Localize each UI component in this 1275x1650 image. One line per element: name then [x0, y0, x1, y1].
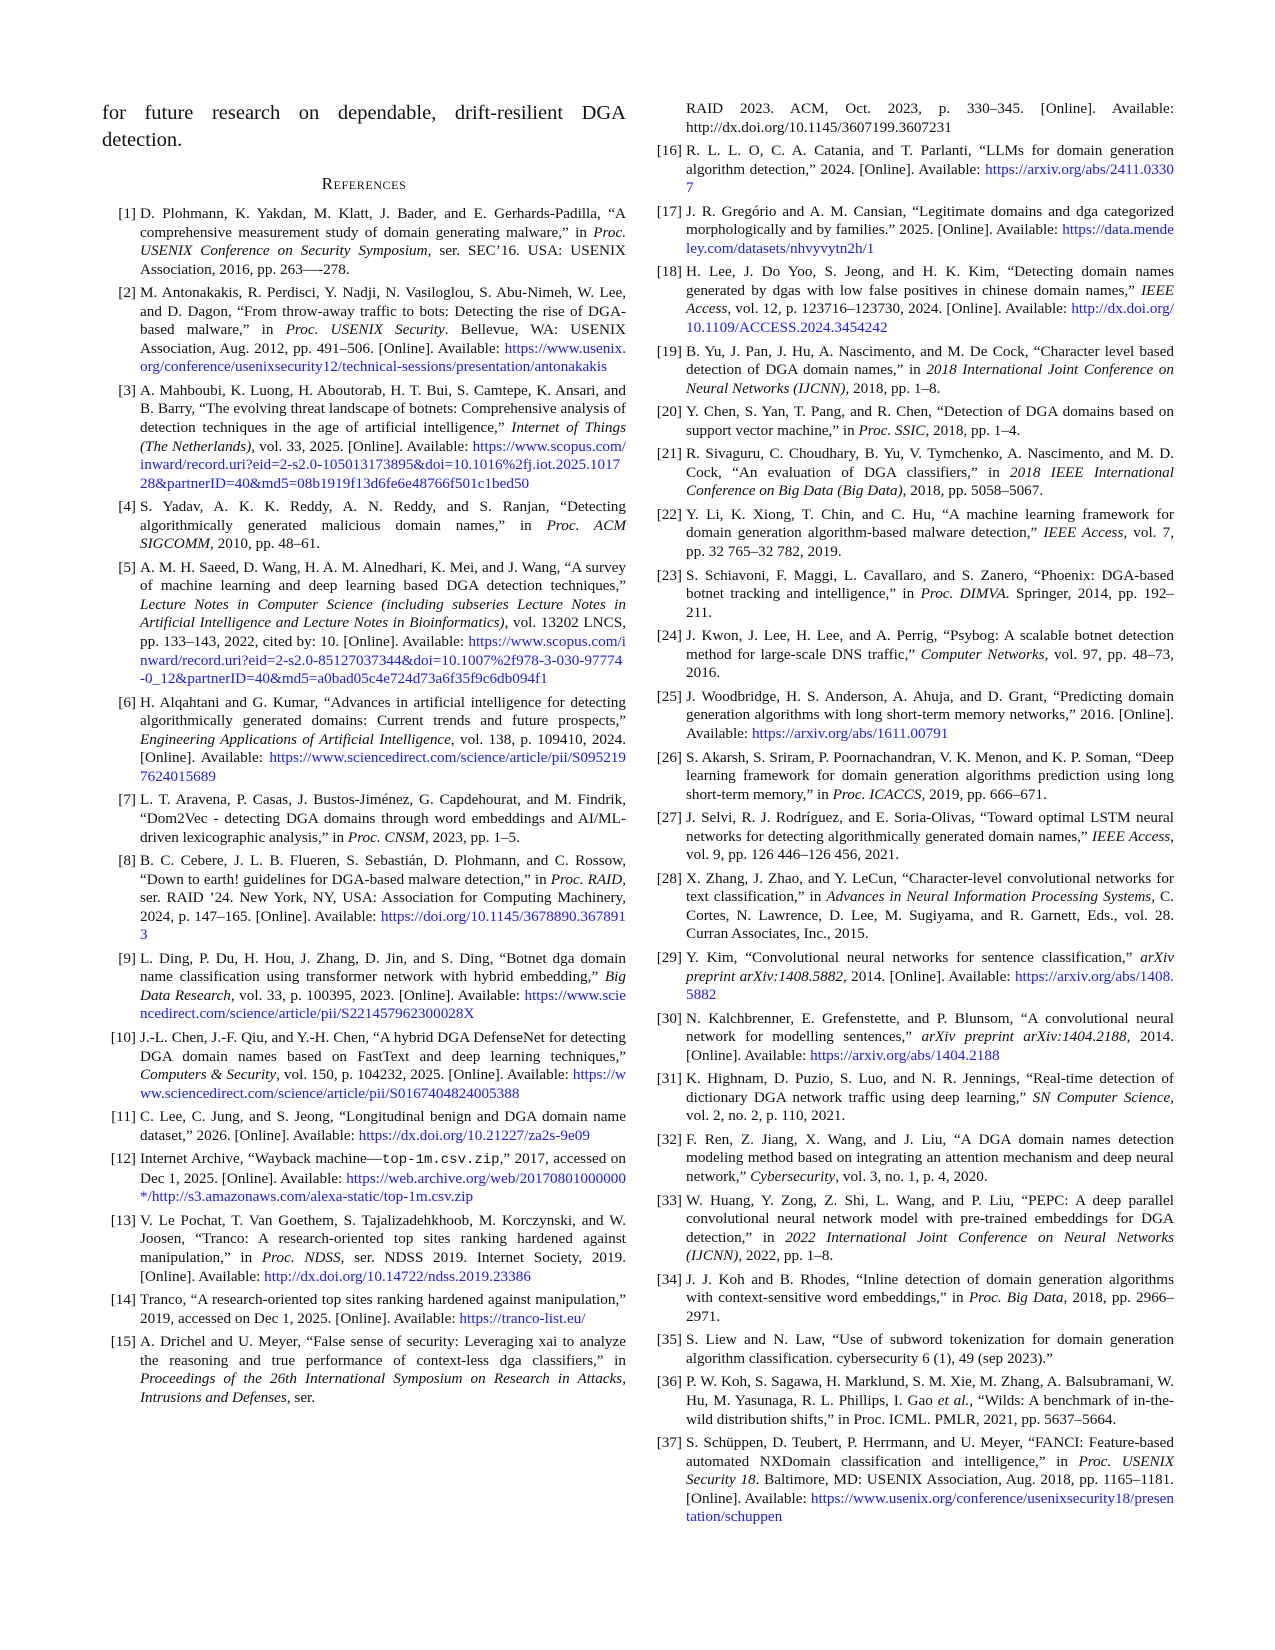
reference-entry [648, 343, 1174, 399]
reference-text [686, 688, 1174, 744]
reference-link[interactable]: https://arxiv.org/abs/1408.5882 [686, 967, 1174, 1004]
reference-text [686, 1434, 1174, 1527]
reference-text [140, 694, 626, 787]
reference-text [140, 1029, 626, 1103]
reference-entry [648, 1271, 1174, 1327]
reference-venue: Proc. USENIX Security [285, 321, 445, 339]
reference-authors-title: J. J. Koh and B. Rhodes, “Inline detection of domain generation algorithms with context-sensitive word embeddings,” in [686, 1270, 1174, 1307]
reference-entry [648, 870, 1174, 944]
reference-number: [30] [656, 1009, 682, 1027]
reference-text [140, 498, 626, 554]
reference-details: , vol. 9, pp. 126 446–126 456, 2021. [686, 827, 1174, 864]
reference-text [686, 1192, 1174, 1266]
reference-continuation [648, 100, 1174, 137]
reference-text [686, 1331, 1174, 1368]
reference-details: , “Wilds: A benchmark of in-the-wild distribution shifts,” in Proc. ICML. PMLR, 2021, pp. 5637–5664. [686, 1392, 1174, 1428]
reference-text [686, 1271, 1174, 1327]
reference-details: , vol. 3, no. 1, p. 4, 2020. [835, 1167, 988, 1185]
reference-authors-title: C. Lee, C. Jung, and S. Jeong, “Longitudinal benign and DGA domain name dataset,” 2026. [Online]. Available: [140, 1108, 626, 1144]
reference-authors-title: R. Sivaguru, C. Choudhary, B. Yu, V. Tymchenko, A. Nascimento, and M. D. Cock, “An evaluation of DGA classifiers,” in [686, 445, 1174, 481]
reference-entry [648, 1131, 1174, 1187]
reference-details: , vol. 12, p. 123716–123730, 2024. [Online]. Available: [727, 300, 1072, 318]
reference-link[interactable]: https://www.scopus.com/inward/record.uri?eid=2-s2.0-105013173895&doi=10.1016%2fj.iot.2025.101728&partnerID=40&md5=08b1919f13d6fe6e48766f501c1bed50 [140, 437, 626, 492]
reference-authors-title: H. Alqahtani and G. Kumar, “Advances in artificial intelligence for detecting algorithmically generated domains: Current trends and future prospects,” [140, 693, 626, 730]
reference-entry [648, 627, 1174, 683]
reference-text [686, 870, 1174, 944]
reference-authors-title: X. Zhang, J. Zhao, and Y. LeCun, “Character-level convolutional networks for text classification,” in [686, 869, 1174, 906]
reference-venue: Proc. NDSS [261, 1248, 341, 1266]
reference-venue: Proc. Big Data [968, 1289, 1064, 1307]
reference-number: [8] [118, 852, 136, 870]
reference-authors-title: H. Lee, J. Do Yoo, S. Jeong, and H. K. Kim, “Detecting domain names generated by dgas with low false positives in chinese domain names,” [686, 263, 1174, 299]
reference-number: [20] [656, 403, 682, 421]
reference-text [140, 1333, 626, 1407]
reference-venue: Proceedings of the 26th International Symposium on Research in Attacks, Intrusions and Defenses [140, 1370, 626, 1406]
reference-link[interactable]: https://www.usenix.org/conference/usenixsecurity12/technical-sessions/presentation/antonakakis [140, 339, 626, 376]
reference-text [686, 1131, 1174, 1187]
reference-entry [102, 1108, 626, 1145]
reference-authors-title: Internet Archive, “Wayback machine— [140, 1150, 382, 1168]
reference-authors-title: S. Schiavoni, F. Maggi, L. Cavallaro, and S. Zanero, “Phoenix: DGA-based botnet tracking and intelligence,” in [686, 566, 1174, 603]
reference-text [686, 100, 1174, 136]
reference-venue: Proc. USENIX Security 18 [686, 1452, 1175, 1489]
reference-venue: Proc. ICACCS [832, 785, 922, 803]
intro-tail-paragraph: for future research on dependable, drift-resilient DGA detection. [102, 102, 626, 151]
reference-authors-title: J. R. Gregório and A. M. Cansian, “Legitimate domains and dga categorized morphologically and by families.” 2025. [Online]. Available: [686, 202, 1174, 239]
reference-text [686, 343, 1174, 399]
reference-details: , 2018, pp. 1–4. [925, 421, 1021, 439]
reference-number: [35] [656, 1331, 682, 1349]
reference-number: [37] [656, 1434, 682, 1452]
reference-entry [648, 949, 1174, 1005]
reference-entry [102, 1333, 626, 1407]
reference-entry [648, 142, 1174, 198]
reference-authors-title: RAID 2023. ACM, Oct. 2023, p. 330–345. [Online]. Available: [686, 100, 1174, 117]
reference-number: [32] [656, 1130, 682, 1148]
reference-authors-title: J. Selvi, R. J. Rodríguez, and E. Soria-Olivas, “Toward optimal LSTM neural networks for detecting algorithmically generated domain names,” [686, 809, 1174, 845]
reference-entry [648, 445, 1174, 501]
reference-authors-title: S. Liew and N. Law, “Use of subword tokenization for domain generation algorithm classification. cybersecurity 6 (1), 49 (sep 2023).” [686, 1331, 1174, 1367]
reference-authors-title: Y. Kim, “Convolutional neural networks for sentence classification,” [686, 948, 1141, 966]
reference-text [686, 403, 1174, 440]
reference-authors-title: A. Mahboubi, K. Luong, H. Aboutorab, H. T. Bui, S. Camtepe, K. Ansari, and B. Barry, “The evolving threat landscape of botnets: Comprehensive analysis of detection techniques in the age of artificial intelligence,” [140, 381, 626, 437]
reference-number: [19] [656, 342, 682, 360]
reference-number: [4] [118, 498, 136, 516]
reference-number: [25] [656, 687, 682, 705]
reference-authors-title: S. Akarsh, S. Sriram, P. Poornachandran, V. K. Menon, and K. P. Soman, “Deep learning framework for domain generation algorithms prediction using long short-term memory,” in [686, 748, 1174, 803]
reference-text [140, 852, 626, 945]
reference-link[interactable]: https://dx.doi.org/10.21227/za2s-9e09 [358, 1126, 590, 1144]
reference-number: [18] [656, 263, 682, 281]
reference-authors-title: Y. Li, K. Xiong, T. Chin, and C. Hu, “A machine learning framework for domain generation algorithm-based malware detection,” [686, 505, 1174, 542]
reference-entry [648, 203, 1174, 259]
reference-details: . Baltimore, MD: USENIX Association, Aug. 2018, pp. 1165–1181. [Online]. Available: [686, 1471, 1174, 1507]
reference-link[interactable]: https://doi.org/10.1145/3678890.3678913 [140, 907, 626, 944]
reference-entry [648, 1331, 1174, 1368]
reference-link[interactable]: https://arxiv.org/abs/1404.2188 [810, 1046, 1000, 1064]
reference-link[interactable]: https://web.archive.org/web/20170801000000*/http://s3.amazonaws.com/alexa-static/top-1m.csv.zip [140, 1169, 626, 1206]
reference-authors-title: Tranco, “A research-oriented top sites ranking hardened against manipulation,” 2019, accessed on Dec 1, 2025. [Online]. Available: [140, 1291, 626, 1327]
reference-venue: IEEE Access [686, 281, 1174, 318]
reference-number: [31] [656, 1070, 682, 1088]
reference-authors-title: A. M. H. Saeed, D. Wang, H. A. M. Alnedhari, K. Mei, and J. Wang, “A survey of machine learning and deep learning based DGA detection techniques,” [140, 558, 626, 595]
reference-entry [648, 749, 1174, 805]
reference-authors-title: F. Ren, Z. Jiang, X. Wang, and J. Liu, “A DGA domain names detection modeling method based on integrating an attention mechanism and deep neural network,” [686, 1130, 1174, 1185]
reference-venue: Proc. ACM SIGCOMM [140, 516, 626, 553]
reference-number: [9] [118, 949, 136, 967]
reference-venue: Cybersecurity [750, 1167, 836, 1185]
reference-authors-title: B. C. Cebere, J. L. B. Flueren, S. Sebastián, D. Plohmann, and C. Rossow, “Down to earth! guidelines for DGA-based malware detection,” in [140, 852, 626, 888]
reference-number: [36] [656, 1373, 682, 1391]
reference-entry [102, 852, 626, 945]
reference-authors-title: P. W. Koh, S. Sagawa, H. Marklund, S. M. Xie, M. Zhang, A. Balsubramani, W. Hu, M. Yasunaga, R. L. Phillips, I. Gao [686, 1373, 1174, 1409]
reference-details: , 2010, pp. 48–61. [210, 535, 321, 553]
reference-entry [648, 567, 1174, 623]
reference-entry [102, 1212, 626, 1286]
reference-text [140, 559, 626, 689]
reference-authors-title: J. Woodbridge, H. S. Anderson, A. Ahuja, and D. Grant, “Predicting domain generation algorithms with long short-term memory networks,” 2016. [Online]. Available: [686, 687, 1174, 742]
reference-text [140, 950, 626, 1024]
reference-entry [648, 688, 1174, 744]
reference-details: , 2018, pp. 1–8. [845, 379, 941, 397]
reference-venue: arXiv preprint arXiv:1404.2188 [921, 1028, 1127, 1046]
reference-link[interactable]: https://data.mendeley.com/datasets/nhvyvytn2h/1 [686, 221, 1174, 257]
reference-number: [10] [110, 1028, 136, 1046]
reference-authors-title: Y. Chen, S. Yan, T. Pang, and R. Chen, “Detection of DGA domains based on support vector machine,” in [686, 403, 1174, 439]
reference-entry [102, 694, 626, 787]
reference-text [686, 1070, 1174, 1126]
reference-details: , vol. 97, pp. 48–73, 2016. [686, 645, 1174, 682]
reference-authors-title: M. Antonakakis, R. Perdisci, Y. Nadji, N. Vasiloglou, S. Abu-Nimeh, W. Lee, and D. Dagon, “From throw-away traffic to bots: Detecting the rise of DGA-based malware,” in [140, 284, 626, 339]
reference-text [140, 382, 626, 493]
reference-number: [13] [110, 1211, 136, 1229]
reference-authors-title: R. L. L. O, C. A. Catania, and T. Parlanti, “LLMs for domain generation algorithm detection,” 2024. [Online]. Available: [686, 142, 1174, 178]
reference-venue: 2018 International Joint Conference on Neural Networks (IJCNN) [686, 361, 1174, 397]
reference-text [686, 627, 1174, 683]
reference-venue: Advances in Neural Information Processing Systems [826, 888, 1152, 906]
reference-link[interactable]: https://www.sciencedirect.com/science/article/pii/S0952197624015689 [140, 749, 626, 785]
reference-entry [648, 1070, 1174, 1126]
reference-text [686, 1010, 1174, 1066]
reference-number: [33] [656, 1191, 682, 1209]
reference-details: , 2014. [Online]. Available: [686, 1028, 1175, 1064]
reference-link[interactable]: https://www.scopus.com/inward/record.uri?eid=2-s2.0-85127037344&doi=10.1007%2f978-3-030-97774-0_12&partnerID=40&md5=a0bad05c4e724d73a6f35f9c6db094f1 [140, 633, 626, 688]
reference-number: [12] [110, 1150, 136, 1168]
right-column [648, 100, 1174, 1532]
reference-link[interactable]: http://dx.doi.org/10.14722/ndss.2019.23386 [264, 1267, 531, 1285]
reference-venue: 2018 IEEE International Conference on Big Data (Big Data) [686, 463, 1174, 500]
reference-venue: Lecture Notes in Computer Science (including subseries Lecture Notes in Artificial Intelligence and Lecture Notes in Bioinformatics) [140, 595, 626, 632]
reference-authors-title: S. Yadav, A. K. K. Reddy, A. N. Reddy, and S. Ranjan, “Detecting algorithmically generated malicious domain names,” in [140, 498, 626, 534]
reference-text [686, 749, 1174, 805]
reference-details: , vol. 7, pp. 32 765–32 782, 2019. [686, 524, 1174, 561]
reference-authors-title: D. Plohmann, K. Yakdan, M. Klatt, J. Bader, and E. Gerhards-Padilla, “A comprehensive measurement study of domain generating malware,” in [140, 205, 626, 241]
reference-link[interactable]: https://www.usenix.org/conference/usenixsecurity18/presentation/schuppen [686, 1489, 1174, 1526]
left-column [102, 100, 626, 1412]
reference-venue: Computer Networks [920, 645, 1045, 663]
reference-details: . Springer, 2014, pp. 192–211. [686, 585, 1175, 621]
reference-text [686, 567, 1174, 623]
reference-number: [2] [118, 284, 136, 302]
reference-venue: Internet of Things (The Netherlands) [140, 419, 626, 455]
reference-venue: Proc. CNSM [347, 828, 425, 846]
reference-details: , vol. 33, p. 100395, 2023. [Online]. Available: [230, 986, 525, 1004]
reference-number: [6] [118, 693, 136, 711]
reference-details: , ser. SEC’16. USA: USENIX Association, 2016, pp. 263—-278. [140, 242, 626, 278]
references-heading: References [321, 174, 407, 193]
reference-number: [7] [118, 791, 136, 809]
reference-authors-title: L. Ding, P. Du, H. Hou, J. Zhang, D. Jin, and S. Ding, “Botnet dga domain name classification using transformer network with hybrid embedding,” [140, 949, 626, 986]
reference-number: [1] [118, 205, 136, 222]
reference-details: , ser. [286, 1388, 316, 1406]
reference-entry [102, 382, 626, 493]
reference-text [140, 284, 626, 377]
reference-text [686, 445, 1174, 501]
reference-details: , 2023, pp. 1–5. [424, 828, 520, 846]
reference-authors-title: A. Drichel and U. Meyer, “False sense of security: Leveraging xai to analyze the reasoning and true performance of context-less dga classifiers,” in [140, 1333, 626, 1369]
reference-entry [102, 1291, 626, 1328]
reference-number: [21] [656, 445, 682, 463]
reference-entry [102, 791, 626, 847]
reference-entry [648, 809, 1174, 865]
reference-venue: Proc. SSIC [858, 421, 926, 439]
reference-details: , vol. 150, p. 104232, 2025. [Online]. Available: [276, 1066, 573, 1084]
reference-text [140, 1212, 626, 1286]
reference-entry [102, 205, 626, 279]
reference-text [686, 506, 1174, 562]
reference-number: [5] [118, 558, 136, 576]
reference-details: , vol. 138, p. 109410, 2024. [Online]. Available: [140, 730, 626, 767]
reference-text [140, 791, 626, 847]
reference-link[interactable]: http://dx.doi.org/10.1145/3607199.3607231 [686, 118, 952, 136]
reference-authors-title: J.-L. Chen, J.-F. Qiu, and Y.-H. Chen, “A hybrid DGA DefenseNet for detecting DGA domain names based on FastText and deep learning techniques,” [140, 1028, 626, 1065]
references-list-left [102, 205, 626, 1407]
reference-text [686, 263, 1174, 337]
reference-number: [3] [118, 381, 136, 399]
reference-venue: Proc. RAID [550, 870, 623, 888]
reference-entry [102, 559, 626, 689]
reference-number: [27] [656, 809, 682, 827]
reference-authors-title: V. Le Pochat, T. Van Goethem, S. Tajalizadehkhoob, M. Korczynski, and W. Joosen, “Tranco: A research-oriented top sites ranking hardened against manipulation,” in [140, 1211, 626, 1266]
reference-authors-title: L. T. Aravena, P. Casas, J. Bustos-Jiménez, G. Capdehourat, and M. Findrik, “Dom2Vec - detecting DGA domains through word embeddings and AI/ML-driven lexicographic analysis,” in [140, 791, 626, 846]
reference-text [140, 205, 626, 279]
reference-venue: Engineering Applications of Artificial Intelligence [140, 730, 451, 748]
reference-number: [28] [656, 869, 682, 887]
reference-number: [29] [656, 948, 682, 966]
reference-entry [102, 1029, 626, 1103]
reference-number: [26] [656, 748, 682, 766]
reference-venue: arXiv preprint arXiv:1408.5882 [686, 948, 1174, 985]
reference-venue: IEEE Access [1091, 827, 1171, 845]
references-list-right [648, 100, 1174, 1527]
reference-authors-title: S. Schüppen, D. Teubert, P. Herrmann, and U. Meyer, “FANCI: Feature-based automated NXDomain classification and intelligence,” in [686, 1434, 1174, 1470]
reference-details: , ser. NDSS 2019. Internet Society, 2019. [Online]. Available: [140, 1248, 626, 1285]
reference-text [686, 203, 1174, 259]
reference-number: [11] [111, 1108, 136, 1126]
reference-entry [648, 1434, 1174, 1527]
reference-number: [14] [110, 1291, 136, 1309]
reference-venue: SN Computer Science [1032, 1088, 1171, 1106]
reference-details: , vol. 33, 2025. [Online]. Available: [251, 437, 473, 455]
reference-number: [16] [656, 142, 682, 160]
reference-entry [648, 263, 1174, 337]
reference-text [686, 142, 1174, 198]
reference-details: , 2014. [Online]. Available: [842, 967, 1015, 985]
reference-link[interactable]: https://arxiv.org/abs/1611.00791 [751, 724, 949, 742]
reference-link[interactable]: http://dx.doi.org/10.1109/ACCESS.2024.3454242 [686, 300, 1174, 337]
reference-entry [648, 1010, 1174, 1066]
reference-text [140, 1108, 626, 1145]
reference-entry [648, 506, 1174, 562]
reference-details: , C. Cortes, N. Lawrence, D. Lee, M. Sugiyama, and R. Garnett, Eds., vol. 28. Curran Associates, Inc., 2015. [686, 888, 1174, 943]
reference-link[interactable]: https://arxiv.org/abs/2411.03307 [686, 160, 1174, 197]
reference-text [140, 1291, 626, 1328]
reference-entry [102, 284, 626, 377]
reference-venue: Proc. USENIX Conference on Security Symposium [140, 223, 626, 260]
reference-entry [648, 1192, 1174, 1266]
reference-number: [34] [656, 1270, 682, 1288]
reference-details: , 2018, pp. 5058–5067. [902, 482, 1044, 500]
reference-details: , vol. 13202 LNCS, pp. 133–143, 2022, cited by: 10. [Online]. Available: [140, 614, 626, 651]
reference-authors-title: N. Kalchbrenner, E. Grefenstette, and P. Blunsom, “A convolutional neural network for modelling sentences,” [686, 1009, 1174, 1046]
reference-authors-title: W. Huang, Y. Zong, Z. Shi, L. Wang, and P. Liu, “PEPC: A deep parallel convolutional neural network model with pre-trained embeddings for DGA detection,” in [686, 1191, 1174, 1246]
reference-venue: IEEE Access [1043, 524, 1124, 542]
reference-entry [648, 1373, 1174, 1429]
reference-number: [17] [656, 202, 682, 220]
reference-entry [648, 403, 1174, 440]
reference-details: , 2019, pp. 666–671. [921, 785, 1047, 803]
reference-venue: et al. [937, 1392, 970, 1409]
reference-authors-title: B. Yu, J. Pan, J. Hu, A. Nascimento, and M. De Cock, “Character level based detection of DGA domain names,” in [686, 342, 1174, 379]
reference-venue: Big Data Research [140, 968, 626, 1004]
reference-authors-title: K. Highnam, D. Puzio, S. Luo, and N. R. Jennings, “Real-time detection of dictionary DGA network traffic using deep learning,” [686, 1070, 1174, 1106]
reference-text [140, 1150, 626, 1207]
reference-details: ,” 2017, accessed on Dec 1, 2025. [Online]. Available: [140, 1150, 626, 1187]
reference-filename: top-1m.csv.zip [381, 1152, 500, 1169]
reference-authors-title: J. Kwon, J. Lee, H. Lee, and A. Perrig, “Psybog: A scalable botnet detection method for large-scale DNS traffic,” [686, 627, 1174, 663]
reference-details: , vol. 2, no. 2, p. 110, 2021. [686, 1088, 1174, 1125]
reference-details: , ser. RAID ’24. New York, NY, USA: Association for Computing Machinery, 2024, p. 147–165. [Online]. Available: [140, 870, 626, 925]
reference-venue: Computers & Security [140, 1066, 277, 1084]
reference-link[interactable]: https://tranco-list.eu/ [459, 1309, 586, 1327]
reference-text [686, 949, 1174, 1005]
reference-venue: Proc. DIMVA [920, 585, 1006, 603]
reference-link[interactable]: https://www.sciencedirect.com/science/article/pii/S221457962300028X [140, 986, 626, 1023]
reference-details: , 2022, pp. 1–8. [738, 1247, 834, 1265]
reference-number: [24] [656, 627, 682, 645]
reference-details: , 2018, pp. 2966–2971. [686, 1289, 1174, 1325]
reference-text [686, 1373, 1174, 1429]
reference-number: [23] [656, 566, 682, 584]
reference-text [686, 809, 1174, 865]
reference-number: [22] [656, 505, 682, 523]
reference-number: [15] [110, 1333, 136, 1351]
reference-entry [102, 498, 626, 554]
reference-details: . Bellevue, WA: USENIX Association, Aug. 2012, pp. 491–506. [Online]. Available: [140, 321, 626, 357]
reference-venue: 2022 International Joint Conference on Neural Networks (IJCNN) [686, 1228, 1175, 1265]
reference-entry [102, 1150, 626, 1207]
reference-entry [102, 950, 626, 1024]
reference-link[interactable]: https://www.sciencedirect.com/science/article/pii/S0167404824005388 [140, 1066, 627, 1102]
